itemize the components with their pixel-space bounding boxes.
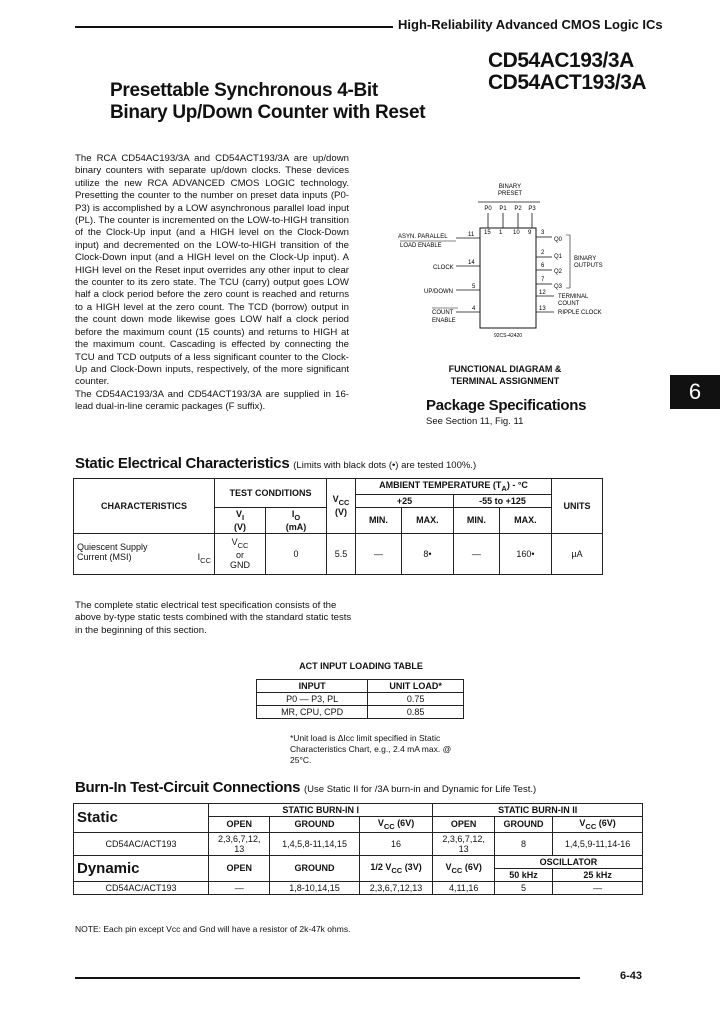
vi-sub: I xyxy=(241,512,245,522)
oscillator-header: OSCILLATOR xyxy=(494,855,642,868)
row-sym: I xyxy=(197,552,201,563)
package-spec-title: Package Specifications xyxy=(426,397,587,414)
header-rule xyxy=(75,26,393,28)
static-label: Static xyxy=(74,804,209,833)
right-pin-13: 13 xyxy=(539,306,546,312)
right-pin-12: 12 xyxy=(539,290,546,296)
open-2-header: OPEN xyxy=(433,817,494,833)
vcc1-sub: CC xyxy=(383,821,395,831)
right-pin-2: 2 xyxy=(541,250,545,256)
vi-val-sub: CC xyxy=(237,540,249,550)
cell-vi xyxy=(215,533,266,574)
dyn-ground-header: GROUND xyxy=(270,855,359,881)
q1-label: Q1 xyxy=(554,254,563,260)
q3-label: Q3 xyxy=(554,284,563,290)
count-label: COUNT xyxy=(432,310,454,316)
vcc1-end: (6V) xyxy=(394,818,415,828)
ait-load-2: 0.85 xyxy=(368,706,464,719)
clock-label: CLOCK xyxy=(433,265,454,271)
dyn-half-vcc-header xyxy=(359,855,433,881)
title-line-1: Presettable Synchronous 4-Bit xyxy=(110,80,378,101)
cell-max-125: 160• xyxy=(499,533,551,574)
dyn-vcc-sub: CC xyxy=(451,865,463,875)
top-pin-1: 1 xyxy=(499,230,503,236)
ait-col-input: INPUT xyxy=(257,680,368,693)
ait-input-2: MR, CPU, CPD xyxy=(257,706,368,719)
static-characteristics-table xyxy=(73,478,603,575)
dynamic-vcc: 4,11,16 xyxy=(433,881,494,894)
vcc-2-header xyxy=(553,817,643,833)
static-title-note: (Limits with black dots (•) are tested 100%.) xyxy=(293,460,477,471)
col-vcc xyxy=(327,479,356,534)
table-row xyxy=(74,832,643,855)
dyn-open-header: OPEN xyxy=(209,855,270,881)
title-line-2: Binary Up/Down Counter with Reset xyxy=(110,102,426,123)
static-open-1b: 13 xyxy=(234,843,245,854)
counter-block xyxy=(480,228,536,328)
row-sym-sub: CC xyxy=(200,555,211,565)
col-units: UNITS xyxy=(552,479,603,534)
vi-unit: (V) xyxy=(234,521,246,532)
dynamic-label: Dynamic xyxy=(74,855,209,881)
vcc-sub: CC xyxy=(338,498,350,508)
binary-preset-label-2: PRESET xyxy=(497,191,523,197)
updown-label: UP/DOWN xyxy=(424,289,453,295)
col-max-25: MAX. xyxy=(401,507,453,533)
row-name xyxy=(74,533,215,574)
act-input-loading-table xyxy=(256,679,464,719)
p2-label: P2 xyxy=(514,206,522,212)
page-number: 6-43 xyxy=(620,970,643,982)
asyn-parallel-label: ASYN. PARALLEL xyxy=(398,234,448,240)
diagram-caption-2: TERMINAL ASSIGNMENT xyxy=(450,376,560,386)
table-row xyxy=(257,693,464,706)
row-name-2: Current (MSI) xyxy=(77,552,132,563)
static-open-2b: 13 xyxy=(458,843,469,854)
ait-input-1: P0 — P3, PL xyxy=(257,693,368,706)
col-max-125: MAX. xyxy=(499,507,551,533)
ait-load-1: 0.75 xyxy=(368,693,464,706)
vi-val: V xyxy=(231,537,238,548)
ambient-text: AMBIENT TEMPERATURE (T xyxy=(379,480,502,490)
left-pin-11: 11 xyxy=(468,232,475,238)
ambient-sub: A xyxy=(501,483,507,493)
p3-label: P3 xyxy=(528,206,536,212)
vcc-1-header xyxy=(359,817,433,833)
dyn-vcc-header xyxy=(433,855,494,881)
vcc-sym: V xyxy=(332,494,339,505)
right-pin-3: 3 xyxy=(541,230,545,236)
dynamic-gnd: 1,8-10,14,15 xyxy=(270,881,359,894)
io-sub: O xyxy=(294,512,301,522)
p1-label: P1 xyxy=(499,206,507,212)
burnin-title-note: (Use Static II for /3A burn-in and Dynamic for Life Test.) xyxy=(304,784,537,795)
table-row xyxy=(74,533,603,574)
ait-caption: ACT INPUT LOADING TABLE xyxy=(299,661,423,671)
col-characteristics: CHARACTERISTICS xyxy=(74,479,215,534)
vcc-unit: (V) xyxy=(335,507,347,518)
package-spec-ref: See Section 11, Fig. 11 xyxy=(426,416,524,427)
right-pin-6: 6 xyxy=(541,263,545,269)
io-sym: I xyxy=(291,508,295,519)
p0-label: P0 xyxy=(484,206,492,212)
intro-text xyxy=(75,153,349,414)
col-io xyxy=(266,507,327,533)
static-gnd-2: 8 xyxy=(494,832,552,855)
burnin-section-title xyxy=(75,779,536,796)
outputs-label: OUTPUTS xyxy=(574,263,603,269)
binary-preset-label: BINARY xyxy=(498,184,522,190)
row-name-1: Quiescent Supply xyxy=(77,542,148,553)
col-t25: +25 xyxy=(356,494,454,507)
ground-1-header: GROUND xyxy=(270,817,359,833)
table-row xyxy=(257,706,464,719)
ground-2-header: GROUND xyxy=(494,817,552,833)
top-pin-10: 10 xyxy=(513,230,520,236)
burnin-table xyxy=(73,803,643,895)
half-vcc-end: (3V) xyxy=(402,861,422,872)
col-ambient xyxy=(356,479,552,495)
static-vcc-2: 1,4,5,9-11,14-16 xyxy=(553,832,643,855)
static-open-1a: 2,3,6,7,12, xyxy=(217,833,261,844)
row-symbol xyxy=(198,552,211,565)
cell-min-25: — xyxy=(356,533,402,574)
top-pin-9: 9 xyxy=(528,230,532,236)
static-i-header: STATIC BURN-IN I xyxy=(209,804,433,817)
open-1-header: OPEN xyxy=(209,817,270,833)
dynamic-f25: — xyxy=(553,881,643,894)
dynamic-open: — xyxy=(209,881,270,894)
col-min-125: MIN. xyxy=(453,507,499,533)
static-after-text: The complete static electrical test specification consists of the above by-type static tests combined with the standard static tests in the beginning of this section. xyxy=(75,600,352,636)
cell-max-25: 8• xyxy=(401,533,453,574)
vi-or: or xyxy=(235,549,244,560)
static-vcc-1: 16 xyxy=(359,832,433,855)
dyn-vcc-sym: V xyxy=(445,861,452,872)
col-min-25: MIN. xyxy=(356,507,402,533)
cell-vcc: 5.5 xyxy=(327,533,356,574)
terminal-count-label: COUNT xyxy=(558,301,580,307)
col-t125: -55 to +125 xyxy=(453,494,551,507)
static-title-text: Static Electrical Characteristics xyxy=(75,455,290,472)
left-pin-5: 5 xyxy=(472,284,476,290)
diagram-caption xyxy=(410,363,600,387)
ait-col-unit: UNIT LOAD* xyxy=(368,680,464,693)
part-number-2: CD54ACT193/3A xyxy=(488,71,647,94)
static-open-2a: 2,3,6,7,12, xyxy=(442,833,485,844)
terminal-label: TERMINAL xyxy=(558,294,589,300)
col-vi xyxy=(215,507,266,533)
burnin-title-text: Burn-In Test-Circuit Connections xyxy=(75,779,301,796)
left-pin-14: 14 xyxy=(468,260,475,266)
cell-io: 0 xyxy=(266,533,327,574)
diagram-caption-1: FUNCTIONAL DIAGRAM & xyxy=(448,364,562,374)
left-pin-4: 4 xyxy=(472,306,476,312)
q2-label: Q2 xyxy=(554,269,563,275)
intro-paragraph-2: The CD54AC193/3A and CD54ACT193/3A are supplied in 16-lead dual-in-line ceramic packages (F suffix). xyxy=(75,388,349,413)
vcc2-sym: V xyxy=(579,818,586,828)
section-tab: 6 xyxy=(670,375,720,409)
document-title xyxy=(110,80,425,124)
ripple-clock-label: RIPPLE CLOCK xyxy=(558,310,602,316)
static-part: CD54AC/ACT193 xyxy=(74,832,209,855)
f50-header: 50 kHz xyxy=(494,868,552,881)
burnin-footnote: NOTE: Each pin except Vcc and Gnd will have a resistor of 2k-47k ohms. xyxy=(75,924,351,934)
ait-footnote: *Unit load is ΔIcc limit specified in Static Characteristics Chart, e.g., 2.4 mA max. @ 25°C. xyxy=(290,733,452,765)
static-ii-header: STATIC BURN-IN II xyxy=(433,804,643,817)
series-title: High-Reliability Advanced CMOS Logic ICs xyxy=(398,17,663,32)
diagram-code: 92CS-42420 xyxy=(494,333,523,339)
cell-units: µA xyxy=(552,533,603,574)
half-vcc-sub: CC xyxy=(391,865,403,875)
ambient-end: ) - °C xyxy=(506,480,528,490)
table-row xyxy=(74,881,643,894)
binary-outputs-label: BINARY xyxy=(574,256,597,262)
static-section-title xyxy=(75,455,476,472)
dynamic-part: CD54AC/ACT193 xyxy=(74,881,209,894)
right-pin-7: 7 xyxy=(541,277,545,283)
footer-rule xyxy=(75,977,580,979)
vcc1-sym: V xyxy=(377,818,384,828)
vcc2-sub: CC xyxy=(585,821,597,831)
dynamic-half: 2,3,6,7,12,13 xyxy=(359,881,433,894)
load-enable-label: LOAD ENABLE xyxy=(400,243,442,249)
io-unit: (mA) xyxy=(285,521,307,532)
q0-label: Q0 xyxy=(554,237,563,243)
dyn-vcc-end: (6V) xyxy=(462,861,482,872)
top-pin-15: 15 xyxy=(484,230,491,236)
static-gnd-1: 1,4,5,8-11,14,15 xyxy=(270,832,359,855)
vi-sym: V xyxy=(235,508,242,519)
col-test-conditions: TEST CONDITIONS xyxy=(215,479,327,508)
vi-gnd: GND xyxy=(230,559,250,570)
static-open-1 xyxy=(209,832,270,855)
enable-label: ENABLE xyxy=(432,318,456,324)
cell-min-125: — xyxy=(453,533,499,574)
static-open-2 xyxy=(433,832,494,855)
functional-diagram xyxy=(368,180,658,350)
half-vcc-sym: 1/2 V xyxy=(370,861,392,872)
f25-header: 25 kHz xyxy=(553,868,643,881)
part-number-1: CD54AC193/3A xyxy=(488,49,634,72)
dynamic-f50: 5 xyxy=(494,881,552,894)
intro-paragraph-1: The RCA CD54AC193/3A and CD54ACT193/3A are up/down binary counters with separate up/down clocks. These devices utilize the new RCA ADVANCED CMOS LOGIC technology. Presetting the counter to the number on preset data inputs (P0-P3) is accomplished by a LOW asynchronous parallel load input (PL). The counter is incremented on the LOW-to-HIGH transition of the Clock-Up input (and a HIGH level on the Clock-Down input) and decremented on the LOW-to-HIGH transition of the Clock-Down input (and a HIGH level on the Clock-Up input). A HIGH level on the Reset input overrides any other input to clear the counter to its zero state. The TCU (carry) output goes LOW half a clock period before the zero count is reached and returns to a HIGH level at the zero count. The TCD (borrow) output in the count down mode likewise goes LOW half a clock period before the maximum count (15 counts) and returns to HIGH at the maximum count. Cascading is effected by connecting the TCU and TCD outputs of a less significant counter to the Clock-Up and Clock-Down inputs, respectively, of the more significant counter. xyxy=(75,153,349,388)
vcc2-end: (6V) xyxy=(596,818,616,828)
